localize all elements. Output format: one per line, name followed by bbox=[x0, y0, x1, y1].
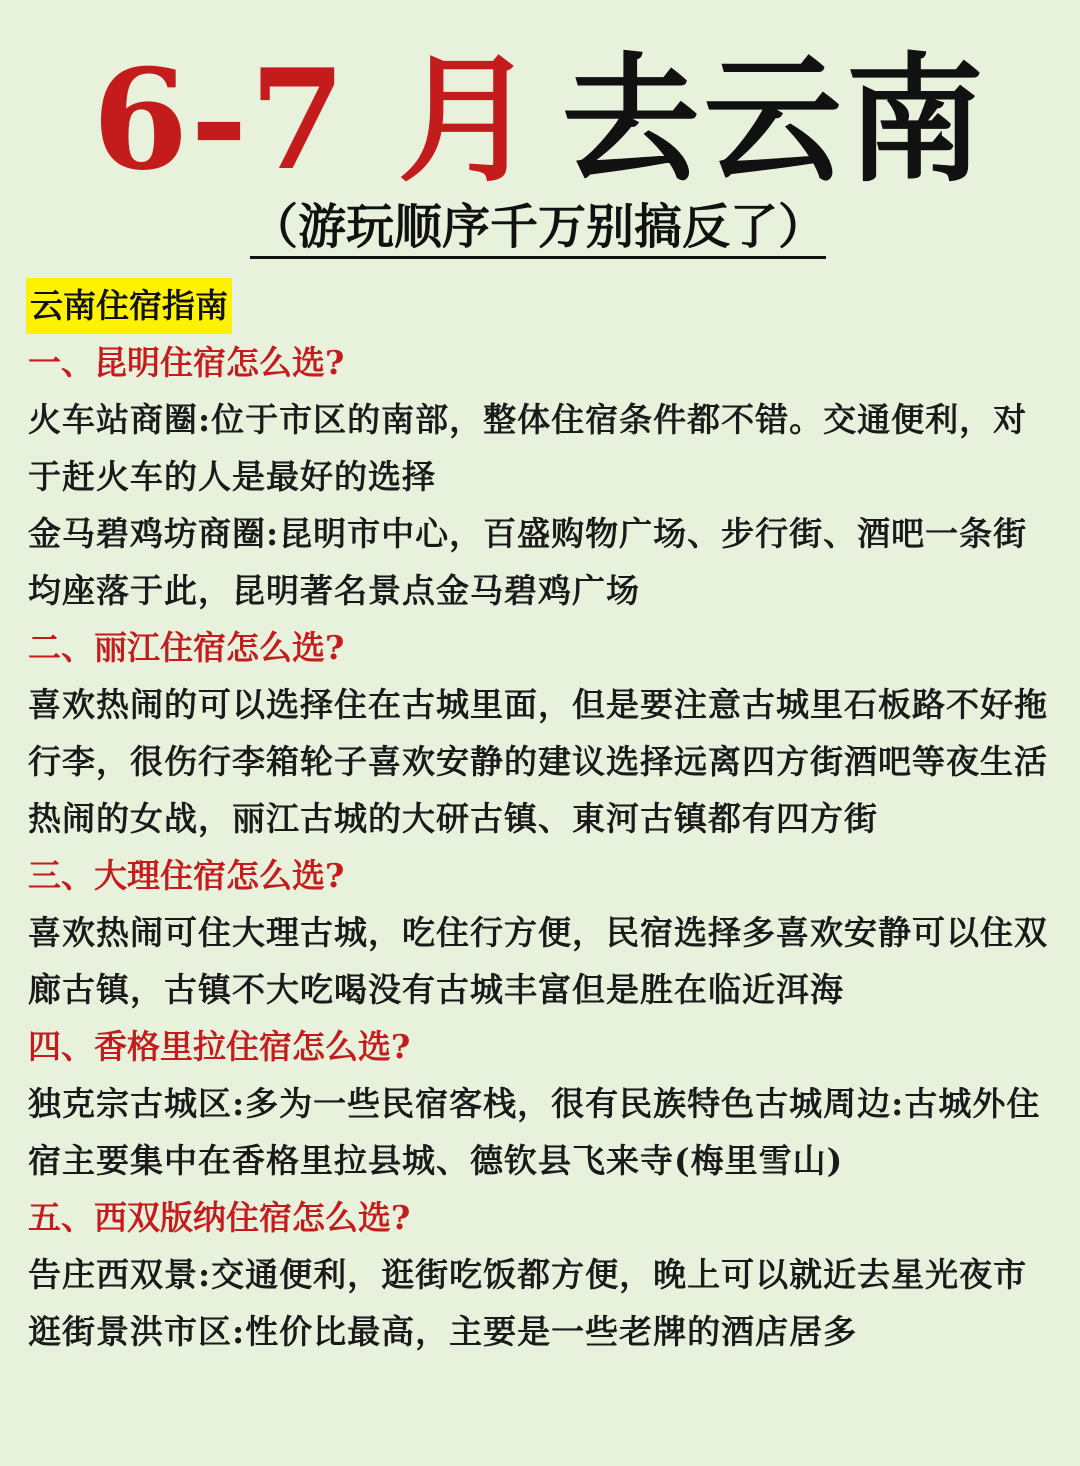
section-paragraph: 告庄西双景:交通便利，逛街吃饭都方便，晚上可以就近去星光夜市逛街景洪市区:性价比最高，主要是一些老牌的酒店居多 bbox=[28, 1255, 1028, 1351]
section-heading: 三、大理住宿怎么选? bbox=[28, 856, 345, 895]
page-subtitle: （游玩顺序千万别搞反了） bbox=[250, 198, 826, 259]
section-paragraph: 火车站商圈:位于市区的南部，整体住宿条件都不错。交通便利，对于赶火车的人是最好的选择 bbox=[28, 400, 1028, 496]
section-heading: 二、丽江住宿怎么选? bbox=[28, 628, 345, 667]
section-heading: 一、昆明住宿怎么选? bbox=[28, 343, 345, 382]
title-destination: 去云南 bbox=[561, 38, 988, 201]
section-lijiang bbox=[28, 619, 1058, 847]
section-paragraph: 金马碧鸡坊商圈:昆明市中心，百盛购物广场、步行街、酒吧一条街均座落于此，昆明著名景点金马碧鸡广场 bbox=[28, 514, 1028, 610]
section-paragraph: 喜欢热闹的可以选择住在古城里面，但是要注意古城里石板路不好拖行李，很伤行李箱轮子喜欢安静的建议选择远离四方街酒吧等夜生活热闹的女战，丽江古城的大研古镇、東河古镇都有四方街 bbox=[28, 685, 1048, 838]
section-heading: 四、香格里拉住宿怎么选? bbox=[28, 1027, 411, 1066]
section-paragraph: 独克宗古城区:多为一些民宿客栈，很有民族特色古城周边:古城外住宿主要集中在香格里拉县城、德钦县飞来寺(梅里雪山) bbox=[28, 1084, 1041, 1180]
guide-label-highlight: 云南住宿指南 bbox=[26, 278, 232, 334]
section-dali bbox=[28, 847, 1058, 1018]
section-paragraph: 喜欢热闹可住大理古城，吃住行方便，民宿选择多喜欢安静可以住双廊古镇，古镇不大吃喝没有古城丰富但是胜在临近洱海 bbox=[28, 913, 1048, 1009]
guide-content bbox=[28, 278, 1058, 1360]
page-title bbox=[0, 40, 1080, 200]
section-shangri-la bbox=[28, 1018, 1058, 1189]
section-kunming bbox=[28, 334, 1058, 619]
section-heading: 五、西双版纳住宿怎么选? bbox=[28, 1198, 411, 1237]
section-xishuangbanna bbox=[28, 1189, 1058, 1360]
title-month: 6-7 月 bbox=[92, 38, 538, 201]
